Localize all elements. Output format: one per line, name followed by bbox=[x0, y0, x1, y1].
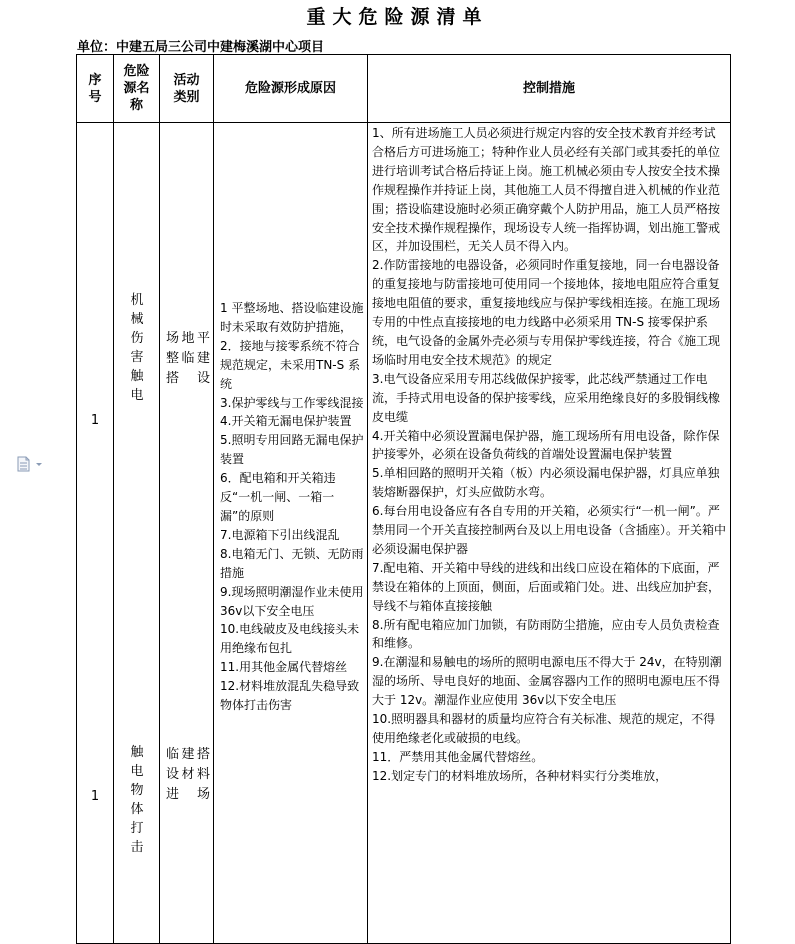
measure-item: 4.开关箱中必须设置漏电保护器，施工现场所有用电设备，除作保护接零外，必须在设备负荷线的首端处设置漏电保护装置 bbox=[372, 428, 720, 462]
header-cause: 危险源形成原因 bbox=[214, 55, 368, 123]
row-1-seq: 1 bbox=[90, 413, 100, 428]
cause-item: 8.电箱无门、无锁、无防雨措施 bbox=[220, 546, 364, 580]
document-icon[interactable] bbox=[16, 456, 46, 472]
header-measures: 控制措施 bbox=[368, 55, 731, 123]
measure-item: 1、所有进场施工人员必须进行规定内容的安全技术教育并经考试合格后方可进场施工；特种作业人员必经有关部门或其委托的单位进行培训考试合格后持证上岗。施工机械必须由专人按安全技术操作规程操作并持证上岗，其他施工人员不得擅自进入机械的作业范围；搭设临建设施时必须正确穿戴个人防护用品，施工人员严格按安全技术操作规程操作，现场设专人统一指挥协调，划出施工警戒区，并加设围栏，无关人员不得入内。 bbox=[372, 126, 721, 254]
measure-item: 6.每台用电设备应有各自专用的开关箱，必须实行“一机一闸”。严禁用同一个开关直接控制两台及以上用电设备（含插座）。开关箱中必须设漏电保护器 bbox=[372, 504, 727, 556]
table-header-row bbox=[77, 55, 731, 123]
row-2-activity: 临建搭设材料进场 bbox=[166, 747, 210, 802]
document-title: 重大危险源清单 bbox=[306, 6, 489, 28]
cause-item: 1 平整场地、搭设临建设施时未采取有效防护措施， bbox=[220, 301, 364, 334]
cause-item: 4.开关箱无漏电保护装置 bbox=[220, 414, 352, 429]
measure-item: 10.照明器具和器材的质量均应符合有关标准、规范的规定，不得使用绝缘老化或破损的电线。 bbox=[372, 712, 716, 745]
cause-item: 2．接地与接零系统不符合规范规定，未采用TN-S 系统 bbox=[220, 338, 361, 391]
cause-item: 11.用其他金属代替熔丝 bbox=[220, 660, 348, 675]
cause-item: 9.现场照明潮湿作业未使用 36v以下安全电压 bbox=[220, 584, 364, 618]
hazard-table bbox=[76, 54, 731, 944]
hazard-name-cell bbox=[114, 123, 160, 944]
measure-item: 9.在潮湿和易触电的场所的照明电源电压不得大于 24v，在特别潮湿的场所、导电良好的地面、金属容器内工作的照明电源电压不得大于 12v。潮湿作业应使用 36v以下安全电压 bbox=[372, 655, 722, 708]
header-seq: 序号 bbox=[77, 55, 114, 123]
measure-item: 3.电气设备应采用专用芯线做保护接零，此芯线严禁通过工作电流，手持式用电设备的保护接零线，应采用绝缘良好的多股铜线橡皮电缆 bbox=[372, 371, 721, 424]
row-2-hazard: 触电物体打击 bbox=[130, 745, 144, 855]
measure-item: 7.配电箱、开关箱中导线的进线和出线口应设在箱体的下底面，严禁设在箱体的上顶面，侧面，后面或箱门处。进、出线应加护套，导线不与箱体直接接触 bbox=[372, 560, 721, 613]
row-2-seq: 1 bbox=[90, 789, 100, 804]
table-row bbox=[77, 123, 731, 944]
header-activity: 活动类别 bbox=[160, 55, 214, 123]
measure-item: 12.划定专门的材料堆放场所，各种材料实行分类堆放， bbox=[372, 768, 668, 783]
header-hazard-name: 危险源名称 bbox=[114, 55, 160, 123]
row-1-hazard: 机械伤害触电 bbox=[130, 293, 144, 403]
unit-label: 单位：中建五局三公司中建梅溪湖中心项目 bbox=[77, 40, 325, 55]
cause-item: 6．配电箱和开关箱违反“一机一闸、一箱一漏”的原则 bbox=[220, 471, 336, 523]
measure-item: 8.所有配电箱应加门加锁，有防雨防尘措施，应由专人员负责检查和维修。 bbox=[372, 617, 720, 651]
cause-item: 5.照明专用回路无漏电保护装置 bbox=[220, 433, 364, 467]
seq-cell bbox=[77, 123, 114, 944]
cause-cell bbox=[214, 123, 368, 944]
cause-item: 3.保护零线与工作零线混接 bbox=[220, 395, 364, 410]
measure-item: 2.作防雷接地的电器设备，必须同时作重复接地，同一台电器设备的重复接地与防雷接地可使用同一个接地体，接地电阻应符合重复接地电阻值的要求，重复接地线应与保护零线相连接。在施工现场专用的中性点直接接地的电力线路中必须采用 TN-S 接零保护系统，电气设备的金属外壳必须与专用保护零线连接，符合《施工现场临时用电安全技术规范》的规定 bbox=[372, 258, 721, 367]
measure-item: 11．严禁用其他金属代替熔丝。 bbox=[372, 749, 544, 764]
measures-cell bbox=[368, 123, 731, 944]
measure-item: 5.单相回路的照明开关箱（板）内必须设漏电保护器，灯具应单独装熔断器保护，灯头应做防水弯。 bbox=[372, 466, 720, 500]
cause-item: 12.材料堆放混乱失稳导致物体打击伤害 bbox=[220, 679, 360, 713]
activity-cell bbox=[160, 123, 214, 944]
row-1-activity: 场地平整临建搭设 bbox=[166, 331, 210, 386]
cause-item: 7.电源箱下引出线混乱 bbox=[220, 527, 340, 542]
cause-item: 10.电线破皮及电线接头未用绝缘布包扎 bbox=[220, 622, 360, 656]
